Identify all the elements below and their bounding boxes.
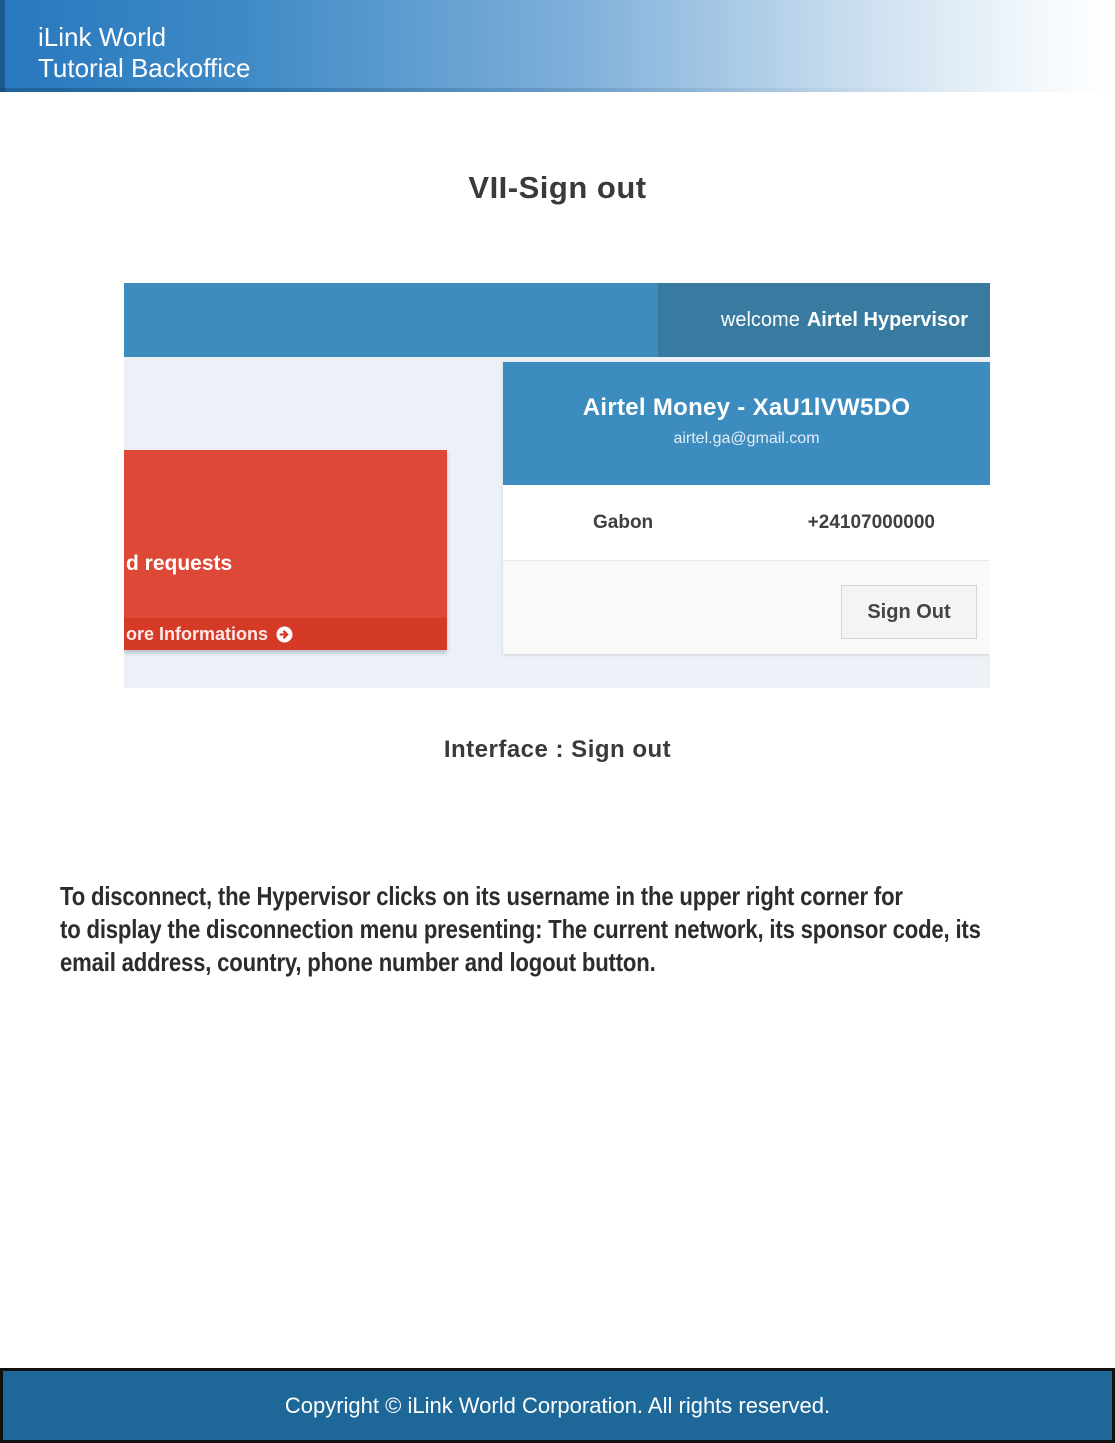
network-sponsor-code: Airtel Money - XaU1lVW5DO	[582, 394, 911, 421]
body-paragraph	[60, 880, 1097, 979]
paragraph-line: to display the disconnection menu presenting: The current network, its sponsor code, its	[60, 914, 981, 944]
document-footer	[0, 1368, 1115, 1443]
phone-number-label[interactable]: +24107000000	[807, 511, 935, 533]
header-brand-line1: iLink World	[38, 22, 167, 52]
sign-out-button[interactable]: Sign Out	[841, 585, 977, 639]
page-title: VII-Sign out	[468, 170, 647, 205]
more-info-link[interactable]	[124, 618, 447, 650]
paragraph-line: To disconnect, the Hypervisor clicks on its username in the upper right corner for	[60, 881, 903, 911]
welcome-label: welcome	[720, 308, 800, 331]
user-email: airtel.ga@gmail.com	[673, 430, 820, 447]
header-brand-line2: Tutorial Backoffice	[38, 53, 251, 83]
dashboard-tile-requests[interactable]	[124, 450, 447, 650]
user-dropdown-header	[503, 362, 990, 485]
username-label: Airtel Hypervisor	[806, 308, 968, 331]
country-label[interactable]: Gabon	[593, 511, 654, 533]
tile-label: d requests	[126, 552, 233, 575]
figure-caption: Interface : Sign out	[443, 736, 672, 763]
user-menu-toggle[interactable]	[658, 283, 990, 357]
document-header	[0, 0, 1115, 92]
copyright-text: Copyright © iLink World Corporation. All rights reserved.	[284, 1392, 831, 1418]
app-navbar	[124, 283, 990, 357]
arrow-circle-right-icon	[276, 626, 293, 643]
header-brand	[38, 22, 250, 84]
more-info-label: ore Informations	[126, 623, 269, 644]
screenshot-signout-interface	[124, 283, 990, 688]
user-dropdown-footer	[503, 561, 990, 654]
user-dropdown-body	[503, 485, 990, 561]
paragraph-line: email address, country, phone number and logout button.	[60, 947, 656, 977]
user-dropdown-menu	[503, 362, 990, 654]
